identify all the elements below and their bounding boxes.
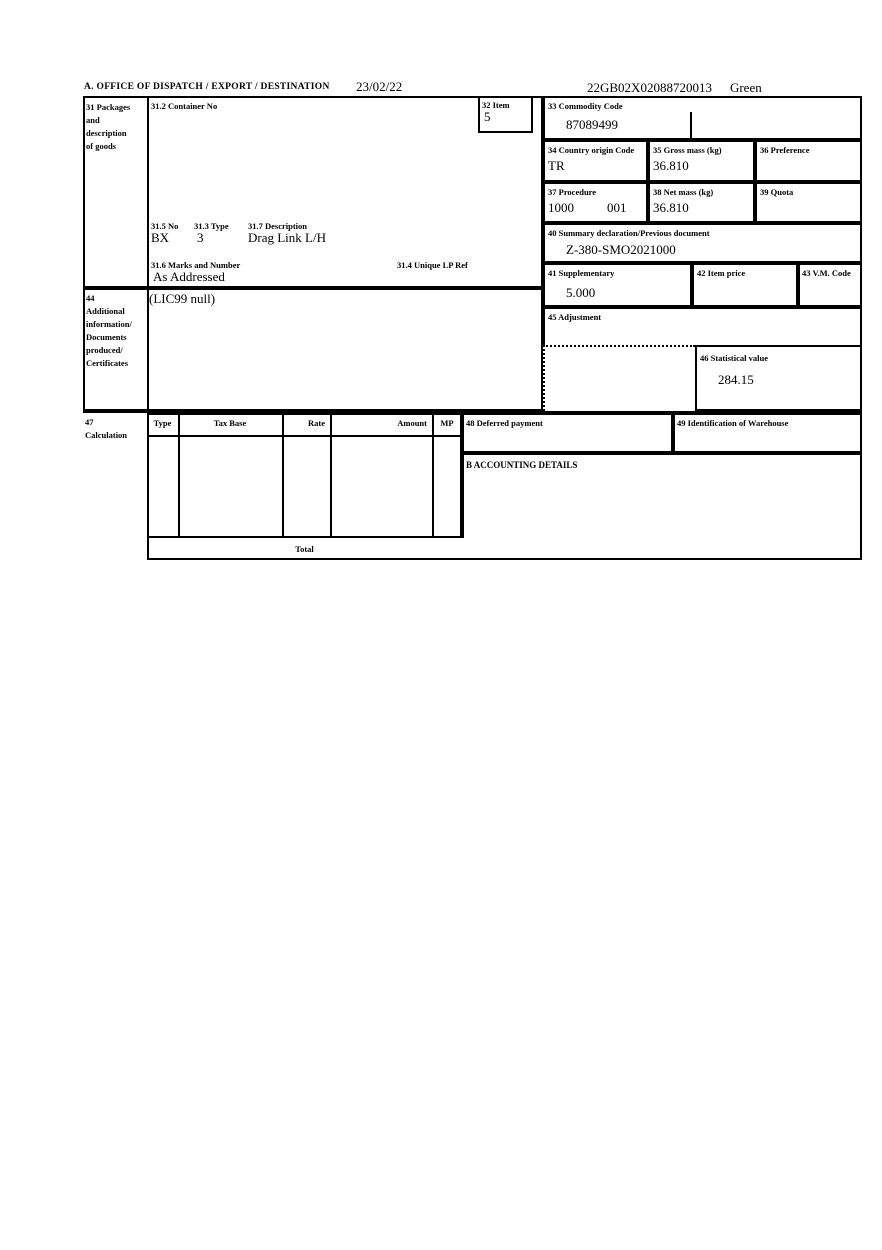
box31-label: 31 Packages and description of goods [86, 102, 131, 151]
box44-area [83, 288, 543, 411]
table-col-line-2 [282, 413, 284, 538]
acceptance-date: 23/02/22 [356, 79, 403, 94]
box41-label: 41 Supplementary [548, 268, 615, 278]
table-col-line-3 [330, 413, 332, 538]
box31-3-label: 31.3 Type [194, 221, 229, 231]
box31-5-label: 31.5 No [151, 221, 179, 231]
accounting-left-border [462, 453, 464, 538]
box38-label: 38 Net mass (kg) [653, 187, 714, 197]
box31-5-value: BX [151, 230, 170, 245]
box33-value: 87089499 [566, 117, 618, 132]
box31-6-label: 31.6 Marks and Number [151, 260, 241, 270]
box31-7-value: Drag Link L/H [248, 230, 326, 245]
table-header-type: Type [153, 418, 172, 428]
routing-status: Green [729, 80, 762, 95]
left-label-column-divider [147, 96, 149, 411]
box34-value: TR [548, 158, 565, 173]
table-header-amount: Amount [397, 418, 427, 428]
box45-label: 45 Adjustment [548, 312, 602, 322]
box49-label: 49 Identification of Warehouse [677, 418, 789, 428]
box31-7-label: 31.7 Description [248, 221, 308, 231]
box31-3-value: 3 [197, 230, 204, 245]
office-of-dispatch-label: A. OFFICE OF DISPATCH / EXPORT / DESTINATION [84, 82, 330, 92]
box38-value: 36.810 [653, 200, 689, 215]
box43-label: 43 V.M. Code [802, 268, 851, 278]
box42-label: 42 Item price [697, 268, 746, 278]
box36-label: 36 Preference [760, 145, 810, 155]
box46-label: 46 Statistical value [700, 353, 768, 363]
box32-label: 32 Item [482, 100, 510, 110]
box31-6-value: As Addressed [153, 269, 225, 284]
box31-4-label: 31.4 Unique LP Ref [397, 260, 468, 270]
box48-label: 48 Deferred payment [466, 418, 543, 428]
table-col-line-4 [432, 413, 434, 538]
box39-label: 39 Quota [760, 187, 794, 197]
box33-divider [690, 112, 692, 140]
table-header-mp: MP [440, 418, 454, 428]
table-header-rate: Rate [308, 418, 325, 428]
box34-label: 34 Country origin Code [548, 145, 635, 155]
dotted-adjustment-region [543, 345, 695, 411]
table-header-tax-base: Tax Base [213, 418, 247, 428]
box40-label: 40 Summary declaration/Previous document [548, 228, 710, 238]
table-col-line-1 [178, 413, 180, 538]
box46-value: 284.15 [718, 372, 754, 387]
box37-value: 1000 001 [548, 200, 627, 215]
box41-value: 5.000 [566, 285, 596, 300]
box32-value: 5 [484, 109, 491, 124]
box44-value: (LIC99 null) [149, 291, 216, 306]
box33-label: 33 Commodity Code [548, 101, 623, 111]
accounting-details-label: B ACCOUNTING DETAILS [466, 460, 578, 470]
mrn-number: 22GB02X02088720013 [587, 80, 712, 95]
box35-value: 36.810 [653, 158, 689, 173]
movement-reference [587, 80, 762, 95]
table-header-underline [147, 435, 462, 437]
calculation-table [147, 413, 462, 538]
box40-value: Z-380-SMO2021000 [566, 242, 676, 257]
table-total-label: Total [295, 544, 314, 554]
box35-label: 35 Gross mass (kg) [653, 145, 722, 155]
box44-label: 44 Additional information/ Documents produced/ Certificates [86, 293, 132, 368]
box47-label: 47 Calculation [85, 417, 128, 440]
box37-label: 37 Procedure [548, 187, 597, 197]
box31-2-label: 31.2 Container No [151, 101, 218, 111]
